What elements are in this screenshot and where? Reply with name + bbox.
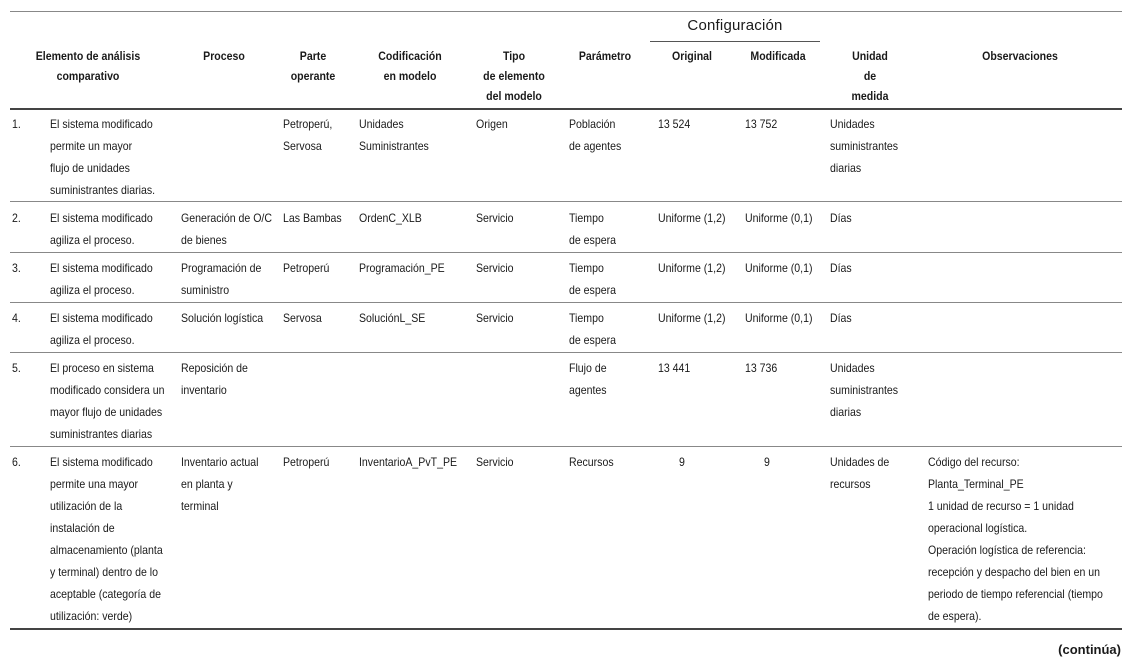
row-proceso: Reposición de inventario (181, 361, 248, 397)
row-elemento: El sistema modificado permite una mayor utilización de la instalación de almacenamiento (planta y terminal) dentro de lo aceptable (categoría de utilización: verde) (50, 455, 163, 623)
row-number: 5. (12, 361, 21, 375)
row-divider (10, 352, 1122, 353)
row-tipo: Origen (476, 117, 508, 131)
row-original: 9 (679, 455, 685, 469)
row-tipo: Servicio (476, 455, 514, 469)
row-parametro: Tiempo de espera (569, 261, 616, 297)
row-number: 1. (12, 117, 21, 131)
row-modificada: Uniforme (0,1) (745, 261, 813, 275)
row-elemento: El sistema modificado agiliza el proceso. (50, 261, 153, 297)
header-unidad: Unidad de medida (851, 49, 889, 103)
header-observaciones: Observaciones (982, 49, 1058, 63)
header-rule (10, 108, 1122, 110)
row-parte: Petroperú, Servosa (283, 117, 333, 153)
row-modificada: 13 752 (745, 117, 778, 131)
row-unidad: Unidades de recursos (830, 455, 890, 491)
row-elemento: El sistema modificado agiliza el proceso. (50, 311, 153, 347)
row-original: 13 441 (658, 361, 691, 375)
row-proceso: Inventario actual en planta y terminal (181, 455, 259, 513)
row-parametro: Tiempo de espera (569, 311, 616, 347)
header-proceso: Proceso (203, 49, 245, 63)
row-codificacion: Unidades Suministrantes (359, 117, 429, 153)
row-unidad: Unidades suministrantes diarias (830, 117, 899, 175)
row-number: 4. (12, 311, 21, 325)
row-parte: Servosa (283, 311, 322, 325)
row-unidad: Días (830, 261, 852, 275)
row-parte: Petroperú (283, 261, 330, 275)
row-unidad: Días (830, 311, 852, 325)
row-parametro: Flujo de agentes (569, 361, 607, 397)
row-unidad: Días (830, 211, 852, 225)
row-elemento: El sistema modificado agiliza el proceso. (50, 211, 153, 247)
row-number: 6. (12, 455, 21, 469)
row-divider (10, 302, 1122, 303)
header-tipo: Tipo de elemento del modelo (483, 49, 545, 103)
row-observaciones: Código del recurso: Planta_Terminal_PE 1 unidad de recurso = 1 unidad operacional logística. Operación logística de referencia: recepción y despacho del bien en un periodo de tiempo referencial (tiempo de espera). (928, 455, 1103, 623)
row-divider (10, 252, 1122, 253)
table-top-rule (10, 11, 1122, 12)
row-modificada: Uniforme (0,1) (745, 311, 813, 325)
row-divider (10, 446, 1122, 447)
row-number: 2. (12, 211, 21, 225)
row-parte: Petroperú (283, 455, 330, 469)
header-parte: Parte operante (290, 49, 336, 83)
row-parametro: Población de agentes (569, 117, 622, 153)
row-proceso: Solución logística (181, 311, 264, 325)
row-modificada: Uniforme (0,1) (745, 211, 813, 225)
header-configuracion: Configuración (687, 17, 783, 34)
row-original: Uniforme (1,2) (658, 311, 726, 325)
row-parametro: Recursos (569, 455, 614, 469)
row-parametro: Tiempo de espera (569, 211, 616, 247)
row-unidad: Unidades suministrantes diarias (830, 361, 899, 419)
continua-note: (continúa) (1058, 642, 1121, 657)
configuracion-underline (650, 41, 820, 42)
row-elemento: El sistema modificado permite un mayor flujo de unidades suministrantes diarias. (50, 117, 156, 197)
row-tipo: Servicio (476, 211, 514, 225)
header-elemento: Elemento de análisis comparativo (35, 49, 141, 83)
row-modificada: 13 736 (745, 361, 778, 375)
row-original: 13 524 (658, 117, 691, 131)
row-divider (10, 201, 1122, 202)
row-tipo: Servicio (476, 311, 514, 325)
row-codificacion: SoluciónL_SE (359, 311, 426, 325)
row-proceso: Generación de O/C de bienes (181, 211, 272, 247)
row-codificacion: OrdenC_XLB (359, 211, 422, 225)
row-tipo: Servicio (476, 261, 514, 275)
row-codificacion: InventarioA_PvT_PE (359, 455, 458, 469)
header-parametro: Parámetro (578, 49, 632, 63)
row-modificada: 9 (764, 455, 770, 469)
row-elemento: El proceso en sistema modificado considera un mayor flujo de unidades suministrantes diarias (50, 361, 165, 441)
header-modificada: Modificada (750, 49, 806, 63)
row-proceso: Programación de suministro (181, 261, 262, 297)
row-parte: Las Bambas (283, 211, 342, 225)
header-codificacion: Codificación en modelo (378, 49, 442, 83)
header-original: Original (672, 49, 712, 63)
row-original: Uniforme (1,2) (658, 261, 726, 275)
table-bottom-rule (10, 628, 1122, 630)
row-original: Uniforme (1,2) (658, 211, 726, 225)
row-codificacion: Programación_PE (359, 261, 445, 275)
row-number: 3. (12, 261, 21, 275)
